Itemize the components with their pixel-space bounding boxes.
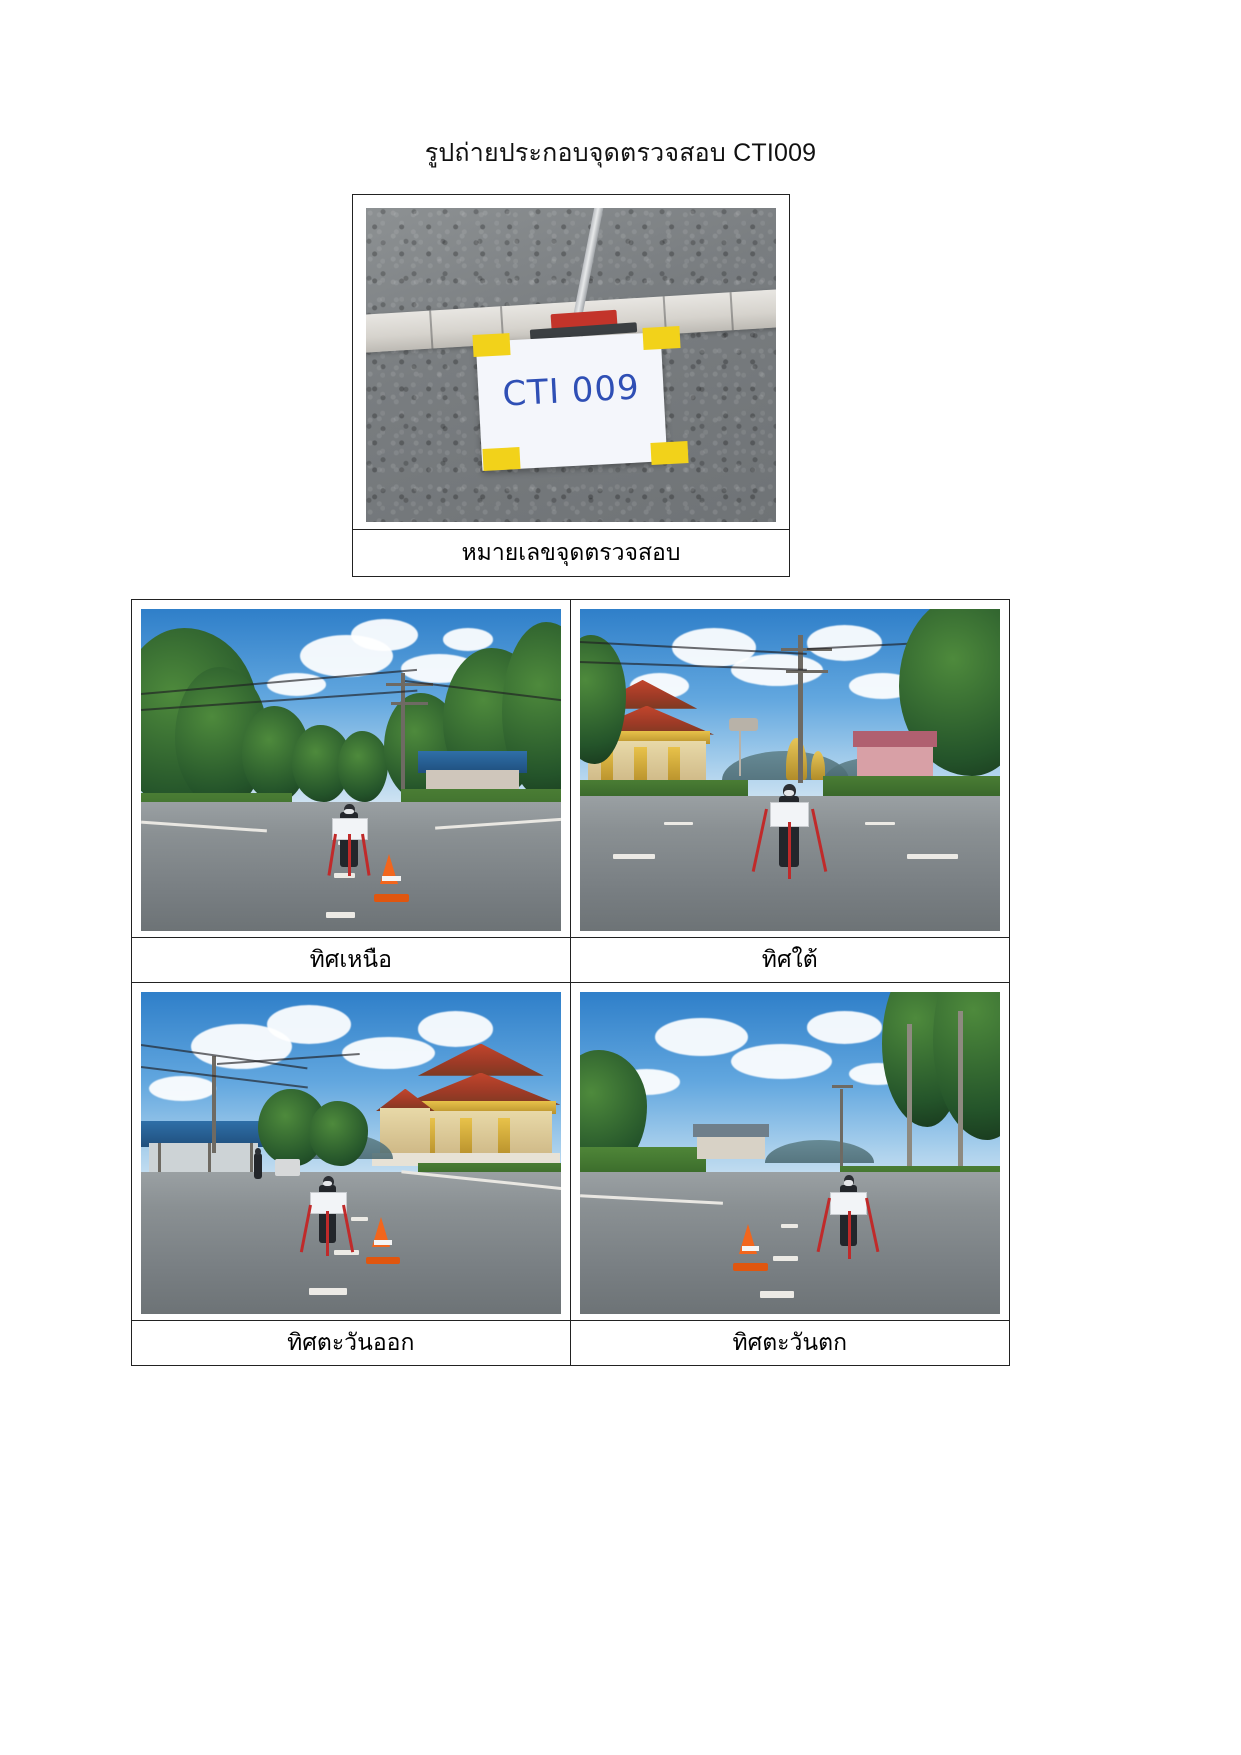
caption-south: ทิศใต้ (571, 937, 1010, 982)
photo-south (580, 609, 1001, 931)
board-clip-icon (473, 333, 511, 357)
photo-cell-south (571, 600, 1010, 937)
checkpoint-number-caption: หมายเลขจุดตรวจสอบ (353, 529, 789, 576)
checkpoint-number-photo-cell (353, 195, 789, 529)
photo-cell-west (571, 983, 1010, 1320)
cell-east (132, 983, 571, 1365)
cell-north (132, 600, 571, 982)
photo-west (580, 992, 1001, 1314)
caption-north: ทิศเหนือ (132, 937, 570, 982)
direction-photo-table (131, 599, 1010, 1366)
table-row (132, 600, 1009, 982)
board-clip-icon (650, 441, 688, 465)
cell-south (571, 600, 1010, 982)
photo-north (141, 609, 561, 931)
caption-west: ทิศตะวันตก (571, 1320, 1010, 1365)
page-title: รูปถ่ายประกอบจุดตรวจสอบ CTI009 (424, 139, 817, 167)
caption-east: ทิศตะวันออก (132, 1320, 570, 1365)
table-row (132, 982, 1009, 1365)
board-clip-icon (482, 447, 520, 471)
board-text: CTI 009 (501, 367, 641, 415)
cell-west (571, 983, 1010, 1365)
photo-cell-north (132, 600, 570, 937)
board-clip-icon (642, 326, 680, 350)
checkpoint-number-table (352, 194, 790, 577)
photo-east (141, 992, 561, 1314)
checkpoint-number-photo (366, 208, 776, 522)
photo-cell-east (132, 983, 570, 1320)
